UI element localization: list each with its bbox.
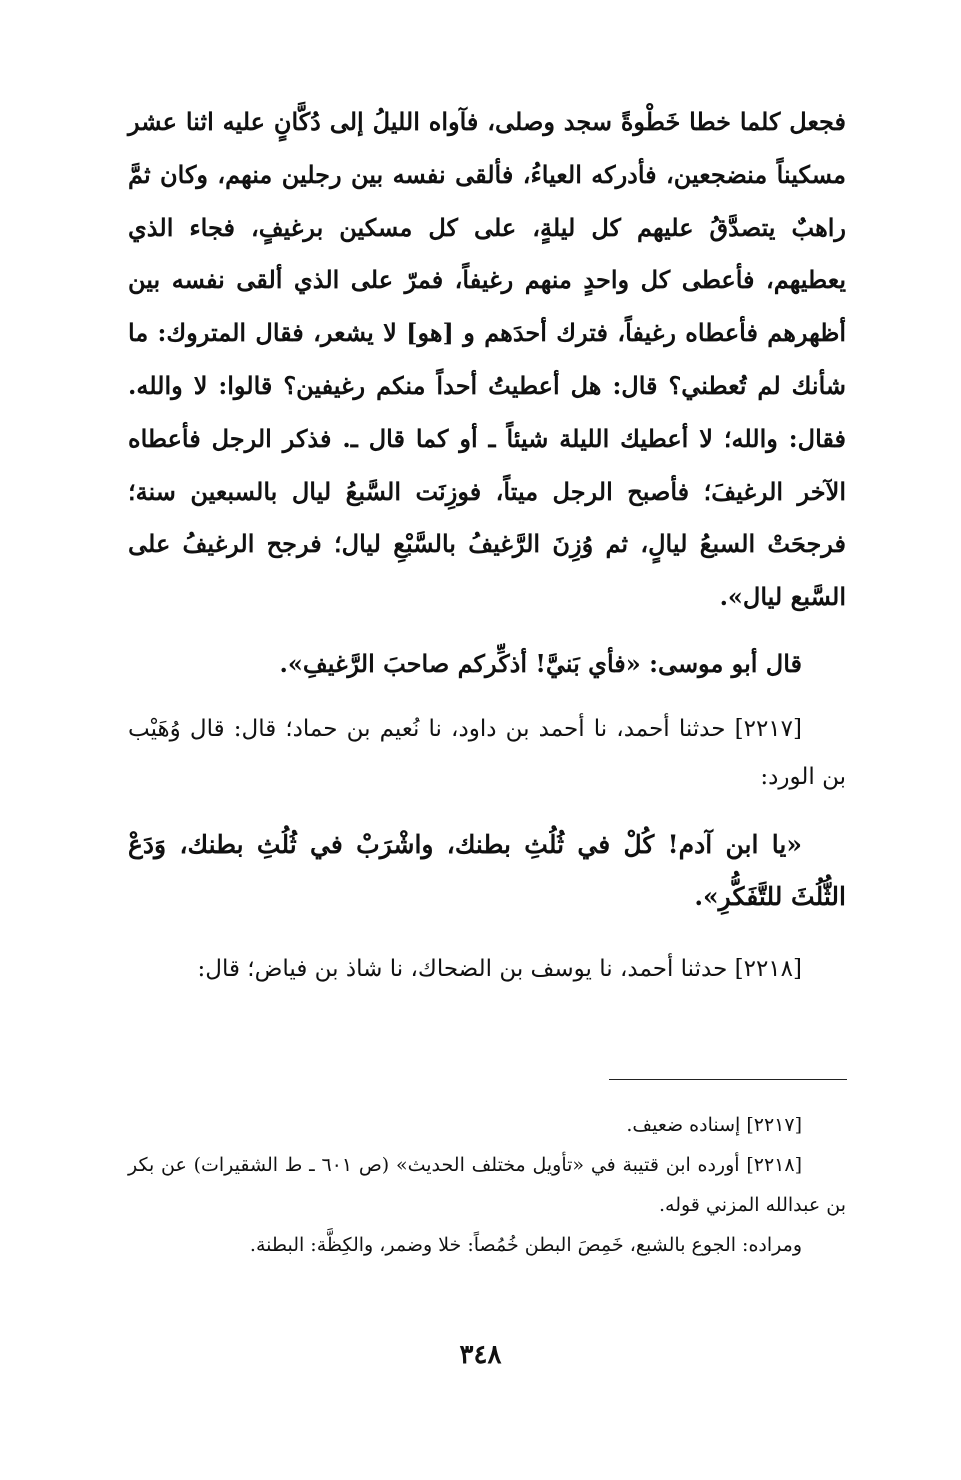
abu-musa-paragraph: قال أبو موسى: «فأي بَنيَّ! أذكِّركم صاحبَ الرَّغيفِ».	[279, 648, 802, 678]
narration-2218: [٢٢١٨] حدثنا أحمد، نا يوسف بن الضحاك، نا شاذ بن فياض؛ قال:	[197, 955, 802, 982]
quote-2217: «يا ابن آدم! كُلْ في ثُلُثِ بطنك، واشْرَبْ في ثُلُثِ بطنك، وَدَعْ الثُّلُثَ للتَّفَكُّرِ».	[128, 829, 846, 911]
narration-2217: [٢٢١٧] حدثنا أحمد، نا أحمد بن داود، نا نُعيم بن حماد؛ قال: قال وُهَيْب بن الورد:	[128, 715, 846, 790]
page-number: ٣٤٨	[459, 1340, 502, 1370]
footnote-divider	[609, 1079, 847, 1080]
footnote-explanation: ومراده: الجوع بالشبع، خَمِصَ البطن خُمُصاً: خلا وضمر، والكِظَّة: البطنة.	[249, 1234, 802, 1256]
footnotes	[128, 1105, 846, 1265]
story-paragraph: فجعل كلما خطا خَطْوةً سجد وصلى، فآواه الليلُ إلى دُكَّانٍ عليه اثنا عشر مسكيناً منضجعين، فأدركه العياءُ، فألقى نفسه بين رجلين منهم، وكان ثمَّ راهبٌ يتصدَّقُ عليهم كل ليلةٍ، على كل مسكين برغيفٍ، فجاء الذي يعطيهم، فأعطى كل واحدٍ منهم رغيفاً، فمرّ على الذي ألقى نفسه بين أظهرهم فأعطاه رغيفاً، فترك أحدَهم و [هو] لا يشعر، فقال المتروك: ما شأنك لم تُعطني؟ قال: هل أعطيتُ أحداً منكم رغيفين؟ قالوا: لا والله. فقال: والله؛ لا أعطيك الليلة شيئاً ـ أو كما قال ـ. فذكر الرجل فأعطاه الآخر الرغيفَ؛ فأصبح الرجل ميتاً، فوزِنَت السَّبعُ ليال بالسبعين سنة؛ فرجحَتْ السبعُ ليالٍ، ثم وُزِنَ الرَّغيفُ بالسَّبْعِ ليال؛ فرجح الرغيفُ على السَّبع ليال».	[128, 107, 846, 612]
footnote-2218: [٢٢١٨] أورده ابن قتيبة في «تأويل مختلف الحديث» (ص ٦٠١ ـ ط الشقيرات) عن بكر بن عبدالله المزني قوله.	[128, 1154, 846, 1216]
footnote-2217: [٢٢١٧] إسناده ضعيف.	[626, 1114, 802, 1136]
main-text	[128, 96, 846, 993]
